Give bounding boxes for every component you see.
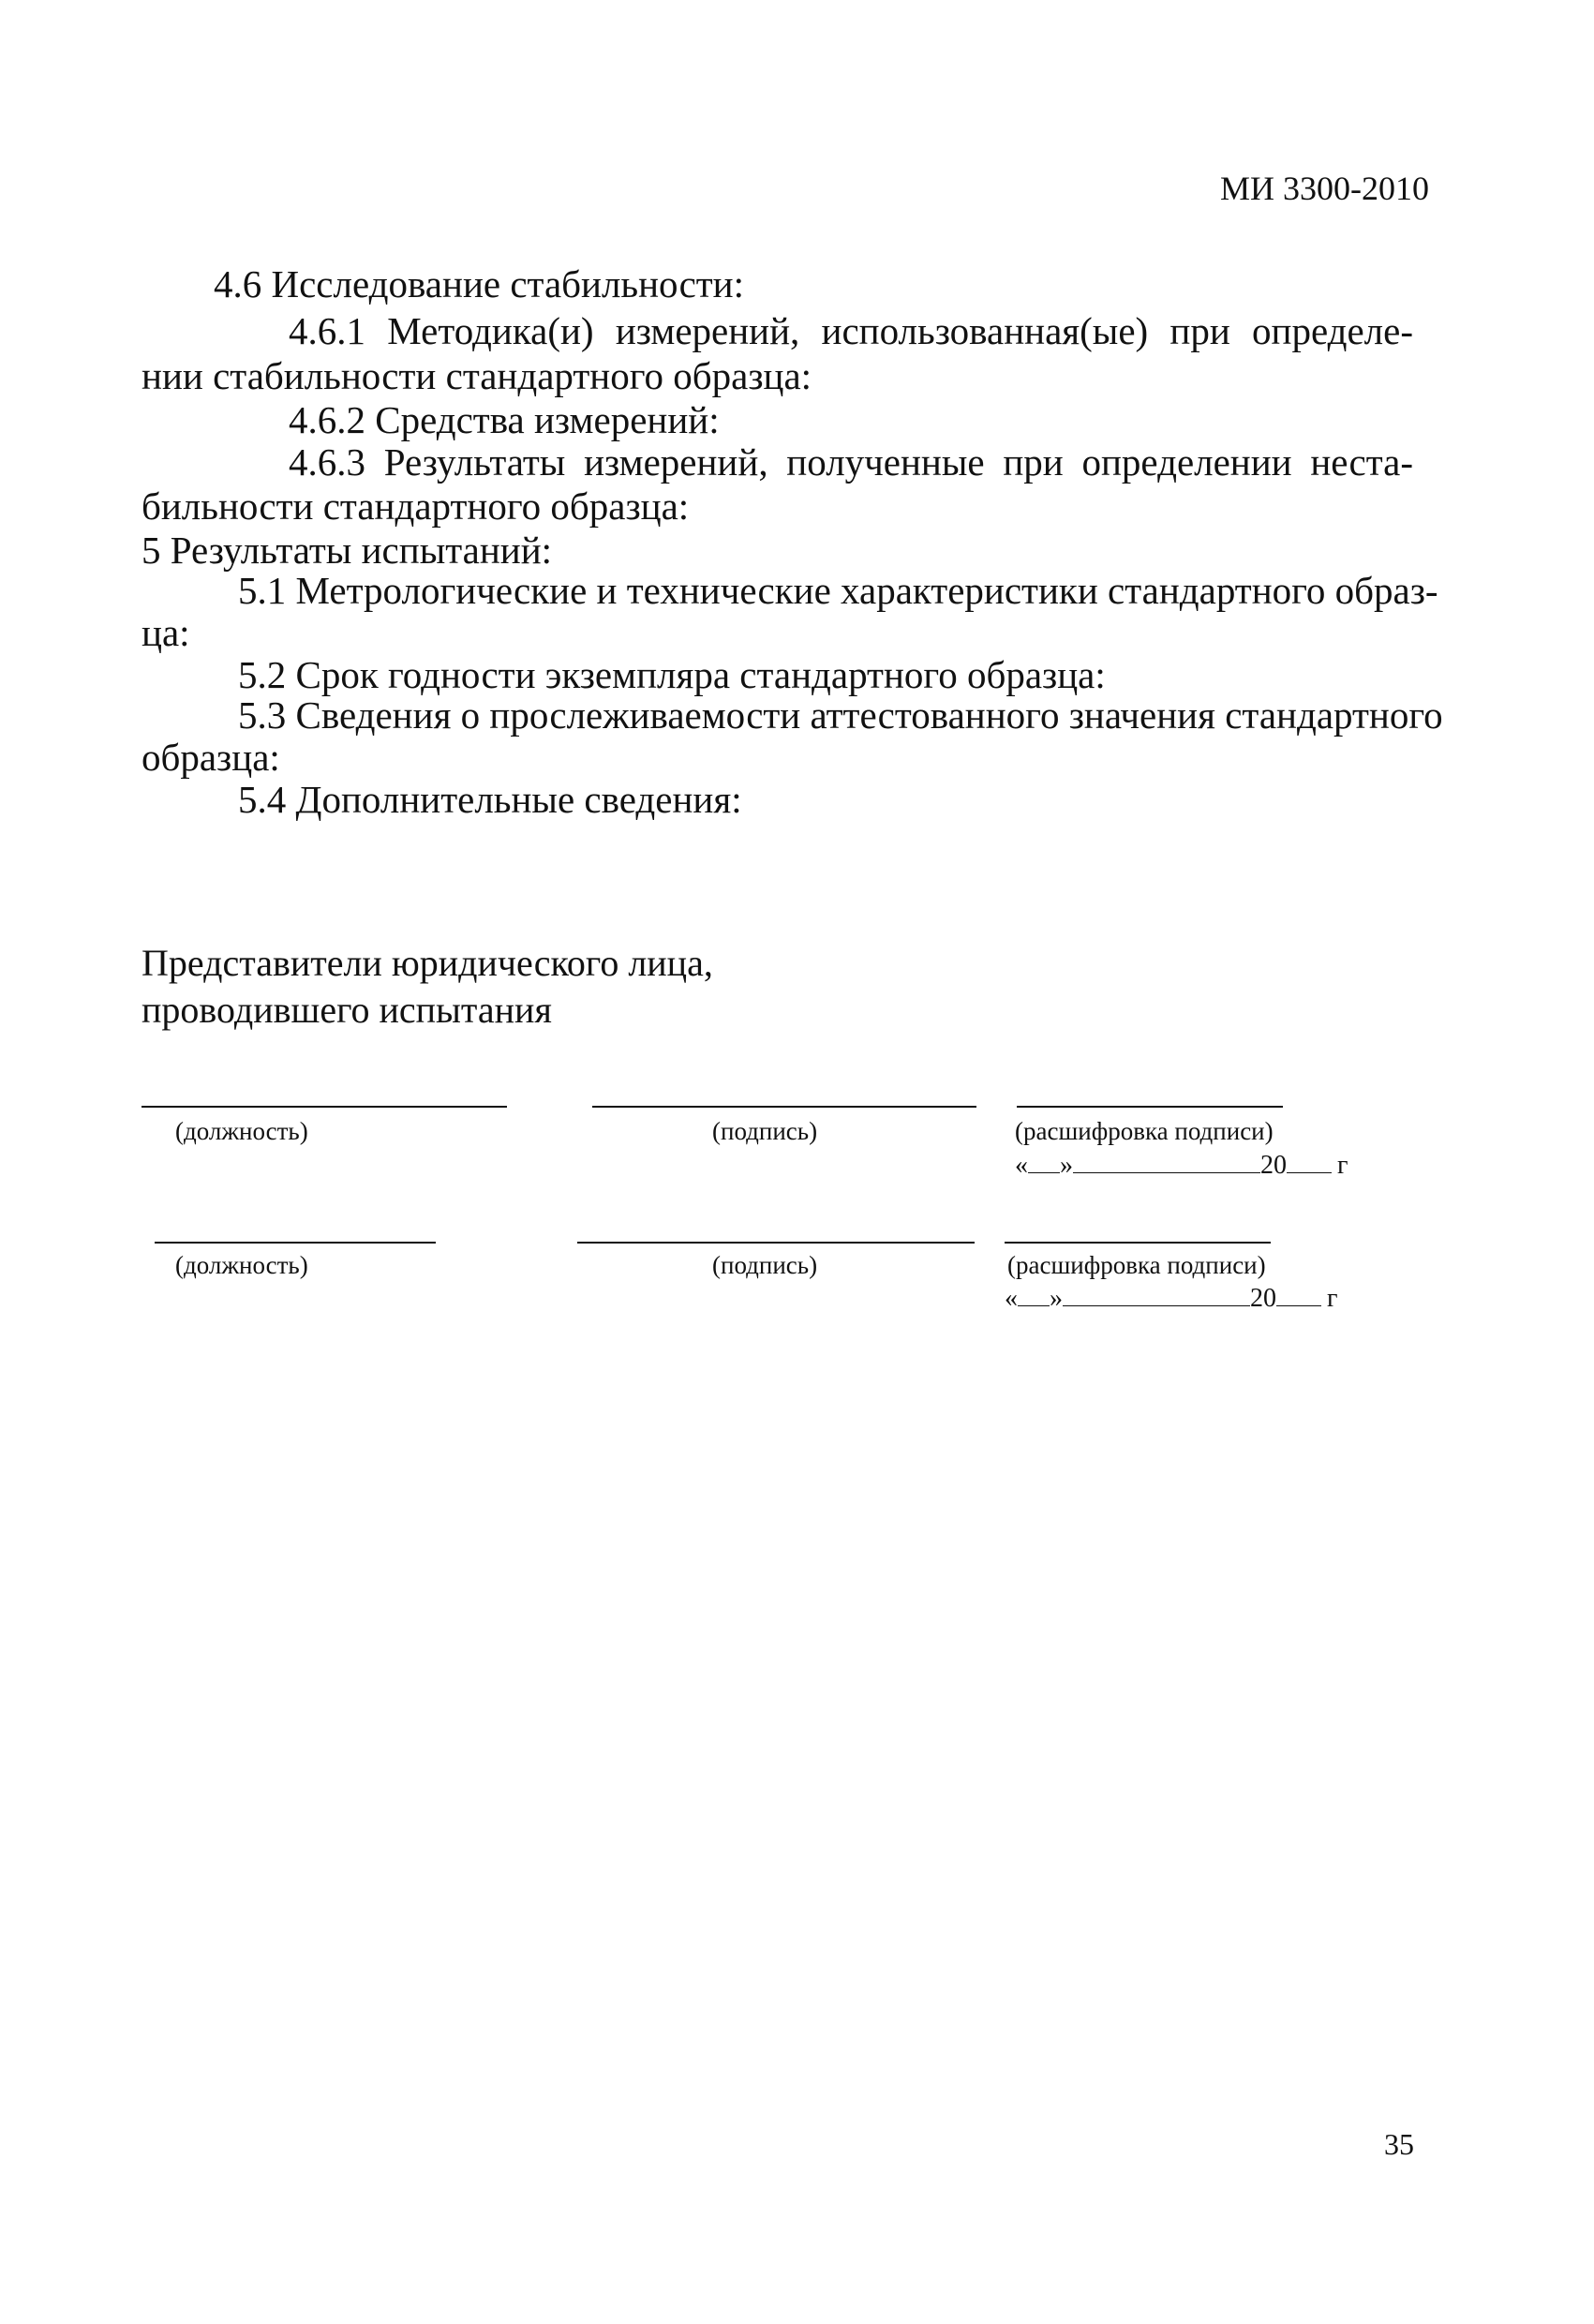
signature-line[interactable] [577, 1242, 975, 1244]
section-4-6-2: 4.6.2 Средства измерений: [289, 398, 720, 441]
date-open-quote: « [1015, 1151, 1028, 1180]
representatives-caption [142, 940, 713, 1034]
date-line[interactable] [1015, 1151, 1348, 1181]
section-5-1-line1 [238, 567, 1438, 614]
section-4-6-3-text: 4.6.3 Результаты измерений, полученные при определении неста- [289, 440, 1413, 484]
page-number: 35 [1384, 2127, 1414, 2161]
date-year-prefix: 20 [1250, 1284, 1276, 1313]
decoding-line[interactable] [1005, 1242, 1271, 1244]
section-5-1-text: 5.1 Метрологические и технические характеристики стандартного образ- [238, 569, 1438, 612]
section-4-6-3-line2: бильности стандартного образца: [142, 484, 690, 528]
date-line[interactable] [1005, 1284, 1337, 1314]
date-close-quote: » [1060, 1151, 1073, 1180]
section-5-3-text: 5.3 Сведения о прослеживаемости аттестованного значения стандартного [238, 693, 1443, 737]
section-5-3-line2: образца: [142, 736, 280, 779]
date-year-suffix: г [1337, 1151, 1348, 1180]
section-4-6-1-line1 [289, 307, 1413, 354]
section-4-6-1-line2: нии стабильности стандартного образца: [142, 354, 812, 397]
signature-caption: (подпись) [712, 1117, 818, 1145]
representatives-line1: Представители юридического лица, [142, 942, 713, 984]
date-close-quote: » [1050, 1284, 1063, 1313]
signature-caption: (подпись) [712, 1251, 818, 1279]
position-line[interactable] [155, 1242, 436, 1244]
decoding-line[interactable] [1017, 1106, 1283, 1108]
section-4-6-3-line1 [289, 439, 1413, 485]
position-line[interactable] [142, 1106, 507, 1108]
document-code: МИ 3300-2010 [1220, 170, 1429, 207]
decoding-caption: (расшифровка подписи) [1015, 1117, 1274, 1145]
section-4-6-1-text: 4.6.1 Методика(и) измерений, использованная(ые) при определе- [289, 309, 1413, 352]
position-caption: (должность) [175, 1117, 308, 1145]
section-5-4: 5.4 Дополнительные сведения: [238, 778, 742, 821]
section-5-2: 5.2 Срок годности экземпляра стандартного образца: [238, 653, 1106, 696]
section-5-heading: 5 Результаты испытаний: [142, 529, 553, 572]
position-caption: (должность) [175, 1251, 308, 1279]
representatives-line2: проводившего испытания [142, 989, 552, 1031]
date-year-suffix: г [1327, 1284, 1338, 1313]
date-open-quote: « [1005, 1284, 1018, 1313]
signature-line[interactable] [592, 1106, 976, 1108]
section-5-1-line2: ца: [142, 611, 190, 654]
section-5-3-line1 [238, 692, 1443, 738]
section-4-6-heading: 4.6 Исследование стабильности: [214, 262, 745, 305]
date-year-prefix: 20 [1260, 1151, 1287, 1180]
decoding-caption: (расшифровка подписи) [1007, 1251, 1266, 1279]
